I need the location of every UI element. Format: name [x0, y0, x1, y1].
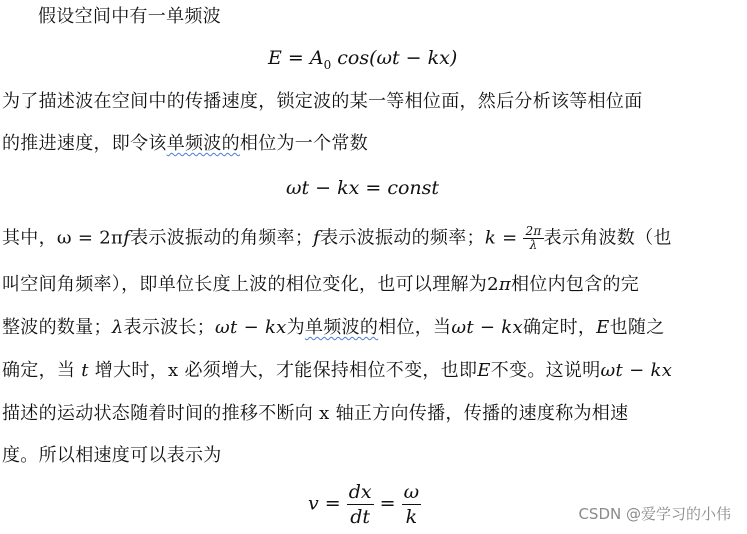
spellcheck-underlined-text: 单频波的 [304, 317, 379, 338]
dt-denominator: dt [350, 506, 371, 528]
math-lambda: λ [111, 317, 124, 338]
paragraph-line-5 [2, 316, 665, 340]
dx-numerator: dx [348, 481, 372, 503]
text-span: 表示波长； [123, 317, 216, 338]
phase-eq-text: ωt − kx = const [286, 177, 440, 199]
paragraph-line-4 [2, 273, 639, 297]
math-phase: ωt − kx [600, 360, 673, 381]
paragraph-line-3 [2, 225, 672, 252]
text-span: 增大时，x 必须增大，才能保持相位不变，也即 [88, 360, 478, 381]
text-span: = [496, 227, 524, 249]
text-span: 表示角波数（也 [543, 227, 672, 249]
k-denominator: k [405, 506, 418, 528]
math-f: f [123, 227, 131, 249]
csdn-watermark: CSDN @爱学习的小伟 [578, 505, 731, 523]
text-span: 为 [286, 317, 305, 338]
omega-numerator: ω [403, 481, 420, 503]
paragraph-line-2 [2, 132, 368, 156]
text-span: 确定时， [522, 317, 597, 338]
spellcheck-underlined-text: 单频波的 [166, 133, 240, 154]
math-phase: ωt − kx [451, 317, 523, 338]
paragraph-line-7: 描述的运动状态随着时间的推移不断向 x 轴正方向传播，传播的速度称为相速 [2, 403, 629, 424]
k-fraction-numerator: 2π [525, 224, 542, 238]
math-pi: π [498, 274, 511, 295]
text-span: 也随之 [609, 317, 665, 338]
text-span: 表示波振动的角频率； [130, 227, 314, 249]
dx-dt-fraction [347, 480, 374, 529]
text-span: 整波的数量； [2, 317, 112, 338]
k-fraction [523, 225, 543, 252]
math-E: E [477, 360, 491, 381]
wave-equation [268, 45, 457, 78]
text-span: 相位为一个常数 [239, 133, 369, 154]
intro-line: 假设空间中有一单频波 [38, 6, 221, 27]
math-phase: ωt − kx [215, 317, 287, 338]
text-span: 表示波振动的频率； [320, 227, 485, 249]
omega-k-fraction [402, 480, 422, 529]
paragraph-line-8: 度。所以相速度可以表示为 [2, 445, 222, 466]
text-span: 叫空间角频率），即单位长度上波的相位变化，也可以理解为2 [2, 274, 499, 295]
wave-eq-lhs: E = A [268, 47, 324, 69]
text-span: 相位内包含的完 [511, 274, 640, 295]
wave-eq-rhs: cos(ωt − kx) [331, 47, 458, 69]
text-span: 相位，当 [378, 317, 452, 338]
text-span: 其中，ω = 2π [2, 227, 124, 249]
math-E: E [596, 317, 610, 338]
equals-sign: = [373, 492, 402, 515]
phase-velocity-equation [308, 480, 421, 529]
math-t: t [81, 360, 89, 381]
wave-eq-subscript: 0 [323, 57, 332, 72]
paragraph-line-1: 为了描述波在空间中的传播速度，锁定波的某一等相位面，然后分析该等相位面 [2, 91, 643, 112]
math-k: k [484, 227, 497, 249]
paragraph-line-6 [2, 359, 672, 383]
k-fraction-denominator: λ [529, 238, 538, 252]
text-span: 的推进速度，即令该 [2, 133, 167, 154]
math-f: f [313, 227, 321, 249]
velocity-lhs: v = [308, 492, 347, 515]
text-span: 确定，当 [2, 360, 82, 381]
text-span: 不变。这说明 [490, 360, 601, 381]
phase-constant-equation [286, 175, 439, 201]
